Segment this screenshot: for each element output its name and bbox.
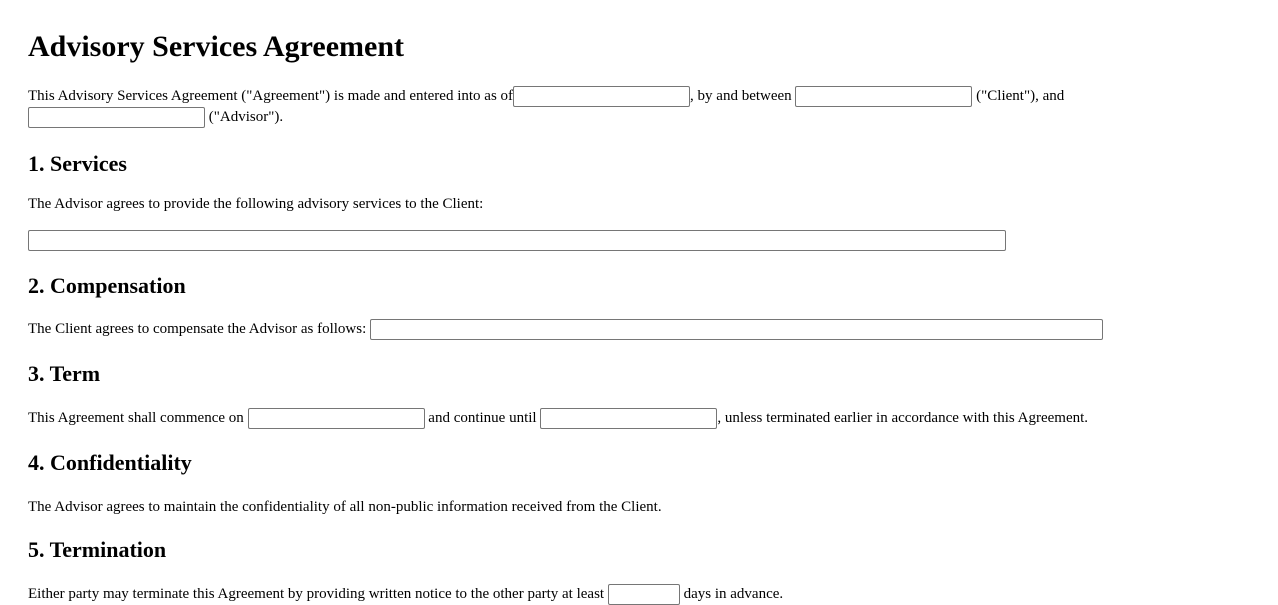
- intro-text-2: , by and between: [690, 88, 792, 104]
- term-text-2: and continue until: [428, 410, 537, 427]
- termination-heading: 5. Termination: [28, 537, 167, 563]
- confidentiality-heading: 4. Confidentiality: [28, 450, 192, 476]
- services-input-row: [28, 230, 1250, 251]
- agreement-date-input[interactable]: [513, 86, 690, 107]
- termination-text-2: days in advance.: [683, 586, 784, 603]
- term-text-3: , unless terminated earlier in accordance with this Agreement.: [717, 410, 1089, 427]
- term-start-input[interactable]: [248, 408, 425, 429]
- confidentiality-text: The Advisor agrees to maintain the confidentiality of all non-public information received from the Client.: [28, 499, 662, 516]
- compensation-input[interactable]: [370, 319, 1103, 340]
- intro-text-4: ("Advisor").: [208, 109, 284, 126]
- compensation-paragraph: [28, 319, 1250, 340]
- services-text: The Advisor agrees to provide the following advisory services to the Client:: [28, 196, 484, 213]
- termination-paragraph: [28, 584, 1250, 605]
- termination-text-1: Either party may terminate this Agreement by providing written notice to the other party at least: [28, 586, 605, 603]
- page-title: Advisory Services Agreement: [28, 30, 405, 63]
- compensation-text: The Client agrees to compensate the Advisor as follows:: [28, 321, 367, 338]
- services-heading: 1. Services: [28, 151, 127, 177]
- intro-text-3: ("Client"), and: [976, 88, 1065, 104]
- intro-paragraph: [28, 86, 1250, 128]
- advisor-name-input[interactable]: [28, 107, 205, 128]
- term-text-1: This Agreement shall commence on: [28, 410, 244, 427]
- compensation-heading: 2. Compensation: [28, 273, 186, 299]
- client-name-input[interactable]: [795, 86, 972, 107]
- term-end-input[interactable]: [540, 408, 717, 429]
- term-paragraph: [28, 408, 1250, 429]
- intro-text-1: This Advisory Services Agreement ("Agreement") is made and entered into as of: [28, 88, 514, 104]
- services-input[interactable]: [28, 230, 1006, 251]
- term-heading: 3. Term: [28, 361, 101, 387]
- notice-days-input[interactable]: [608, 584, 680, 605]
